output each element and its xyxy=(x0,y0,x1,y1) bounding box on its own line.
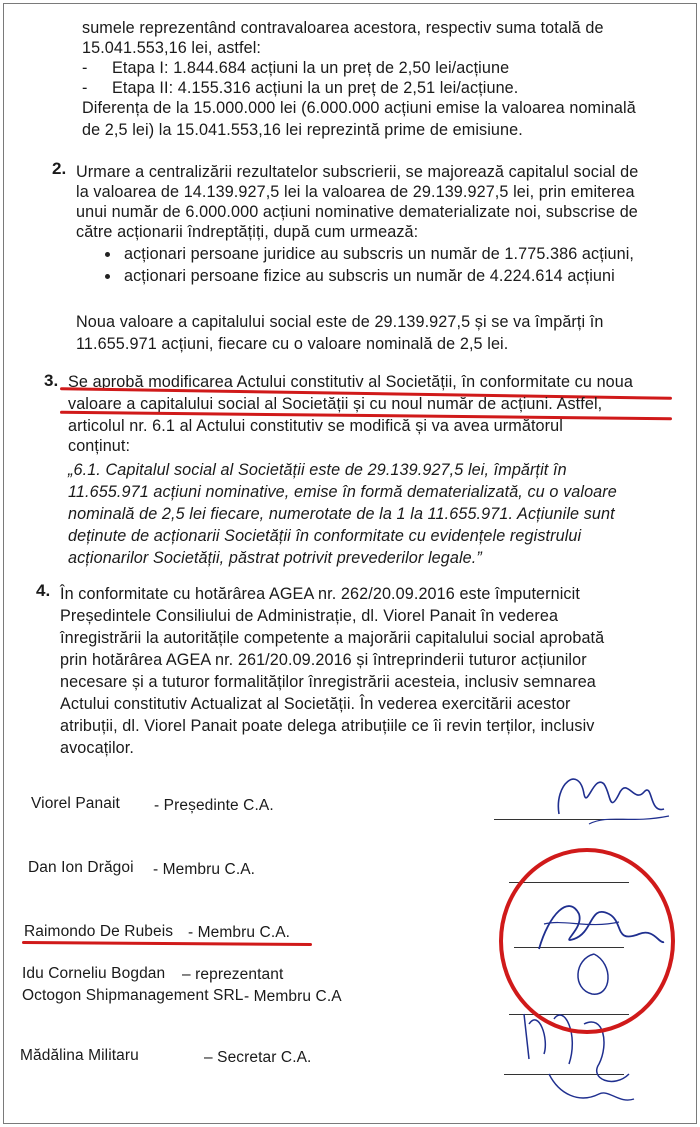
list-item: acționari persoane fizice au subscris un număr de 4.224.614 acțiuni xyxy=(124,267,615,285)
quote-line: acționarilor Societății, păstrat potrivit prevederilor legale.” xyxy=(68,549,482,567)
signatory-name: Idu Corneliu Bogdan xyxy=(22,965,166,982)
signatory-role: – Secretar C.A. xyxy=(204,1049,312,1066)
bullet-icon xyxy=(105,274,110,279)
text-line: Diferența de la 15.000.000 lei (6.000.000 acțiuni emise la valoarea nominală xyxy=(82,99,636,117)
stage-line: Etapa I: 1.844.684 acțiuni la un preț de 2,50 lei/acțiune xyxy=(112,59,510,77)
text-line: 11.655.971 acțiuni, fiecare cu o valoare nominală de 2,5 lei. xyxy=(76,335,509,353)
text-line: avocaților. xyxy=(60,739,134,757)
quote-line: 11.655.971 acțiuni nominative, emise în formă dematerializată, cu o valoare xyxy=(68,483,617,501)
signatory-name: Octogon Shipmanagement SRL xyxy=(22,987,244,1004)
highlighted-text-line: valoare a capitalului social al Societății și cu noul număr de acțiuni. Astfel, xyxy=(68,395,603,413)
text-line: sumele reprezentând contravaloarea acestora, respectiv suma totală de xyxy=(82,19,604,37)
highlighted-text-line: Se aprobă modificarea Actului constitutiv al Societății, în conformitate cu noua xyxy=(68,373,633,391)
text-line: către acționarii îndreptățiți, după cum urmează: xyxy=(76,223,419,241)
dash-marker: - xyxy=(82,79,88,97)
text-line: Actului constitutiv Actualizat al Societății. În vederea exercitării acestor xyxy=(60,695,571,713)
signatory-name: Raimondo De Rubeis xyxy=(24,923,174,940)
bullet-icon xyxy=(105,252,110,257)
text-line: 15.041.553,16 lei, astfel: xyxy=(82,39,261,57)
text-line: Urmare a centralizării rezultatelor subscrierii, se majorează capitalul social de xyxy=(76,163,639,181)
quote-line: nominală de 2,5 lei fiecare, numerotate de la 1 la 11.655.971. Acțiunile sunt xyxy=(68,505,615,523)
item-number: 3. xyxy=(44,371,59,390)
text-line: prin hotărârea AGEA nr. 261/20.09.2016 și întreprinderii tuturor acțiunilor xyxy=(60,651,587,669)
signatory-name: Dan Ion Drăgoi xyxy=(28,859,134,876)
list-item: acționari persoane juridice au subscris un număr de 1.775.386 acțiuni, xyxy=(124,245,635,263)
red-underline xyxy=(22,941,312,946)
item-number: 4. xyxy=(36,581,51,600)
text-line: înregistrării la autoritățile competente a majorării capitalului social aprobată xyxy=(60,629,605,647)
text-line: conținut: xyxy=(68,437,131,455)
text-line: unui număr de 6.000.000 acțiuni nominative dematerializate noi, subscrise de xyxy=(76,203,638,221)
signatory-role: - Membru C.A xyxy=(244,988,342,1005)
text-line: la valoarea de 14.139.927,5 lei la valoarea de 29.139.927,5 lei, prin emiterea xyxy=(76,183,635,201)
text-line: În conformitate cu hotărârea AGEA nr. 262/20.09.2016 este împuternicit xyxy=(60,585,580,603)
signatory-role: - Membru C.A. xyxy=(153,861,256,878)
text-line: de 2,5 lei) la 15.041.553,16 lei reprezintă prime de emisiune. xyxy=(82,121,523,139)
signatory-name: Mădălina Militaru xyxy=(20,1047,139,1064)
red-circle-annotation xyxy=(494,844,684,1039)
signatory-role: - Membru C.A. xyxy=(188,924,291,941)
signatory-role: – reprezentant xyxy=(182,966,284,983)
text-line: necesare și a tuturor formalităților înregistrării acesteia, inclusiv semnarea xyxy=(60,673,596,691)
document-page xyxy=(3,3,697,1124)
signatory-name: Viorel Panait xyxy=(31,795,120,812)
text-line: Președintele Consiliului de Administrație, dl. Viorel Panait în vederea xyxy=(60,607,559,625)
stage-line: Etapa II: 4.155.316 acțiuni la un preț de 2,51 lei/acțiune. xyxy=(112,79,519,97)
signatory-role: - Președinte C.A. xyxy=(154,797,274,814)
text-line: articolul nr. 6.1 al Actului constitutiv se modifică și va avea următorul xyxy=(68,417,563,435)
signature-mark xyxy=(549,754,679,834)
text-line: Noua valoare a capitalului social este de 29.139.927,5 și se va împărți în xyxy=(76,313,604,331)
quote-line: „6.1. Capitalul social al Societății este de 29.139.927,5 lei, împărțit în xyxy=(68,461,567,479)
text-line: atribuții, dl. Viorel Panait poate delega atribuțiile ce îi revin terților, inclusiv xyxy=(60,717,595,735)
item-number: 2. xyxy=(52,159,67,178)
quote-line: deținute de acționarii Societății în conformitate cu evidențele registrului xyxy=(68,527,582,545)
dash-marker: - xyxy=(82,59,88,77)
